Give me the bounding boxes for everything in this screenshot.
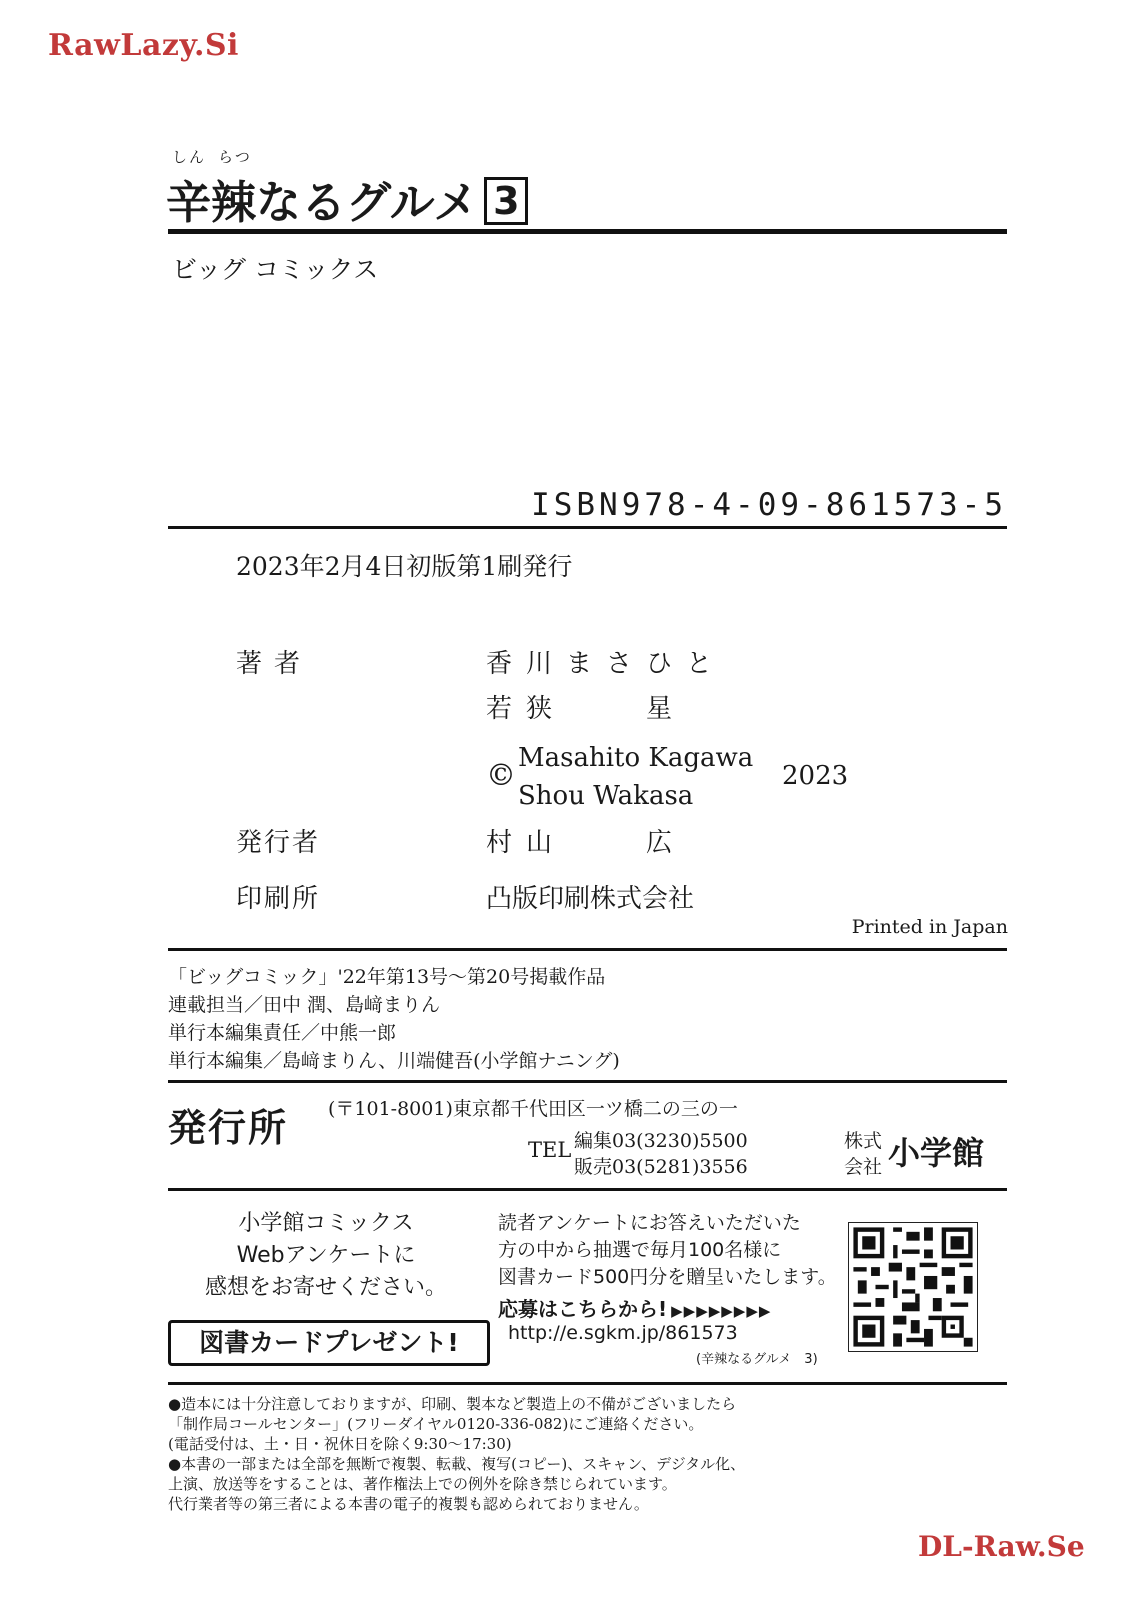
note-line-4: ●本書の一部または全部を無断で複製、転載、複写(コピー)、スキャン、デジタル化、 xyxy=(168,1455,746,1473)
corp-prefix-2: 会社 xyxy=(844,1156,883,1178)
survey-left-line-2: Webアンケートに xyxy=(236,1243,416,1268)
printer: 凸版印刷株式会社 xyxy=(486,884,695,914)
copyright-name-2: Shou Wakasa xyxy=(518,781,694,811)
copyright-name-1: Masahito Kagawa xyxy=(518,743,754,773)
note-line-2: 「制作局コールセンター」(フリーダイヤル0120-336-082)にご連絡ください。 xyxy=(168,1415,704,1433)
qr-code-icon[interactable] xyxy=(848,1222,978,1352)
note-line-1: ●造本には十分注意しておりますが、印刷、製本など製造上の不備がございましたら xyxy=(168,1395,737,1413)
isbn-rule xyxy=(168,526,1007,529)
survey-right-line-3: 図書カード500円分を贈呈いたします。 xyxy=(498,1266,837,1288)
title-ruby-1: しん xyxy=(172,148,207,166)
publisher-rule xyxy=(168,1188,1007,1191)
copyright-symbol: © xyxy=(486,758,516,793)
credits-rule xyxy=(168,948,1007,951)
title-ruby-2: らつ xyxy=(218,148,252,166)
survey-left-text xyxy=(168,1208,484,1304)
volume-badge: 3 xyxy=(484,177,528,225)
corp-prefix-1: 株式 xyxy=(844,1130,883,1152)
tel-sales: 販売03(5281)3556 xyxy=(574,1156,748,1178)
publisher-person-label: 発行者 xyxy=(236,828,321,858)
survey-left-line-3: 感想をお寄せください。 xyxy=(204,1275,447,1300)
survey-url[interactable]: http://e.sgkm.jp/861573 xyxy=(508,1322,738,1344)
publisher-heading: 発行所 xyxy=(168,1106,289,1150)
comic-label: ビッグ コミックス xyxy=(172,255,379,284)
serial-line-3: 単行本編集責任／中熊一郎 xyxy=(168,1022,397,1044)
notes xyxy=(168,1394,745,1514)
isbn: ISBN978-4-09-861573-5 xyxy=(531,487,1007,523)
survey-rule xyxy=(168,1382,1007,1385)
survey-right-text xyxy=(498,1210,837,1291)
survey-right-line-2: 方の中から抽選で毎月100名様に xyxy=(498,1239,782,1261)
printer-label: 印刷所 xyxy=(236,884,321,914)
author-2: 若狭 星 xyxy=(486,694,687,724)
serial-line-4: 単行本編集／島﨑まりん、川端健吾(小学館ナニング) xyxy=(168,1050,620,1072)
author-1: 香川まさひと xyxy=(486,649,727,679)
copyright-year: 2023 xyxy=(782,761,849,791)
survey-caption: (辛辣なるグルメ 3) xyxy=(696,1352,818,1367)
book-title xyxy=(166,166,528,231)
tel-label: TEL xyxy=(528,1138,572,1162)
publisher-address: (〒101-8001)東京都千代田区一ツ橋二の三の一 xyxy=(328,1098,738,1120)
note-line-6: 代行業者等の第三者による本書の電子的複製も認められておりません。 xyxy=(168,1495,649,1513)
present-badge: 図書カードプレゼント! xyxy=(168,1320,490,1366)
survey-cta xyxy=(498,1293,771,1322)
serial-line-2: 連載担当／田中 潤、島﨑まりん xyxy=(168,994,441,1016)
printed-in: Printed in Japan xyxy=(851,916,1008,938)
survey-left-line-1: 小学館コミックス xyxy=(238,1211,414,1236)
watermark-bottom: DL-Raw.Se xyxy=(918,1530,1085,1563)
tel-edit: 編集03(3230)5500 xyxy=(574,1130,748,1152)
note-line-3: (電話受付は、土・日・祝休日を除く9:30〜17:30) xyxy=(168,1435,512,1453)
note-line-5: 上演、放送等をすることは、著作権法上での例外を除き禁じられています。 xyxy=(168,1475,677,1493)
watermark-top: RawLazy.Si xyxy=(48,28,239,63)
survey-cta-label: 応募はこちらから! xyxy=(498,1297,668,1321)
survey-right-line-1: 読者アンケートにお答えいただいた xyxy=(498,1212,801,1234)
cta-arrows-icon: ▶▶▶▶▶▶▶▶ xyxy=(671,1302,772,1320)
serial-rule xyxy=(168,1080,1007,1083)
publisher-person: 村山 広 xyxy=(486,828,687,858)
book-title-text: 辛辣なるグルメ xyxy=(166,176,479,229)
publisher-name: 小学館 xyxy=(888,1134,985,1172)
serial-line-1: 「ビッグコミック」'22年第13号〜第20号掲載作品 xyxy=(168,966,606,988)
title-rule xyxy=(168,229,1007,234)
author-label: 著者 xyxy=(236,649,313,679)
publication-date: 2023年2月4日初版第1刷発行 xyxy=(236,552,573,581)
